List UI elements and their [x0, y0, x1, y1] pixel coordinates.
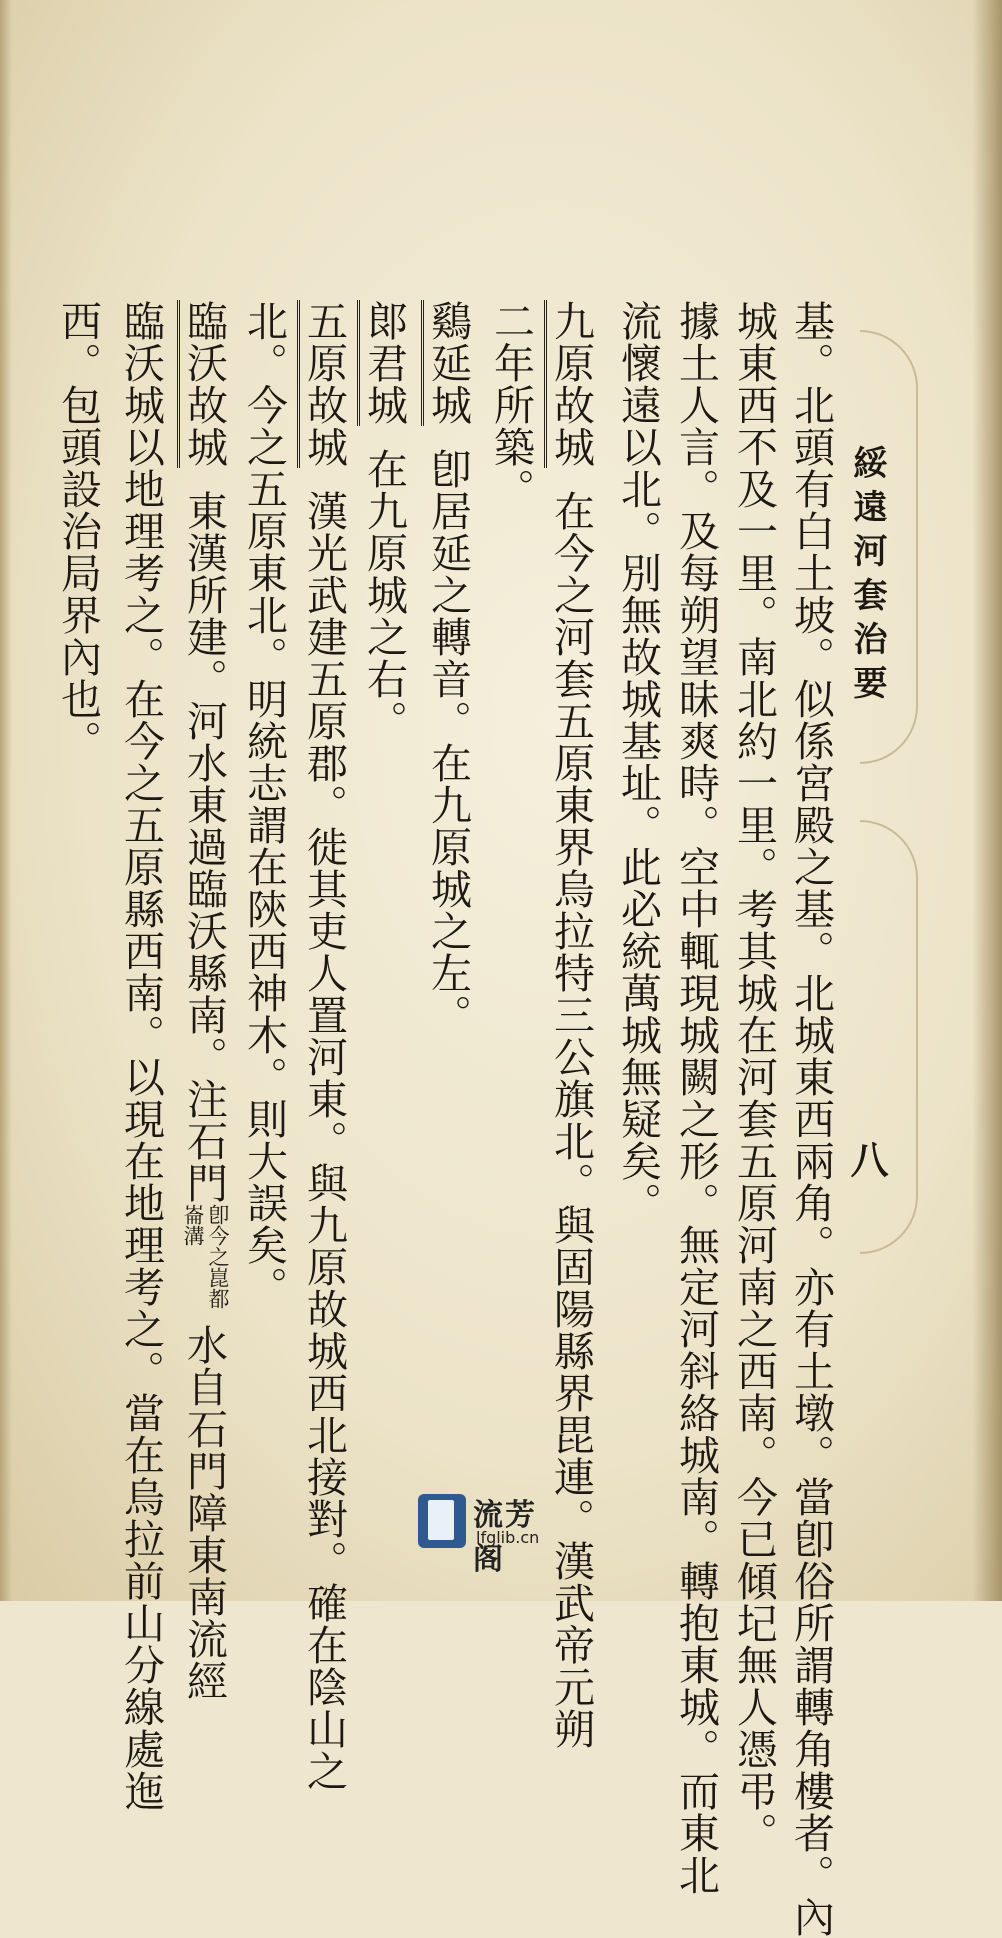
text-column	[52, 300, 104, 1460]
running-header-title: 綏遠河套治要	[847, 445, 887, 709]
column-text: 漢光武建五原郡。徙其吏人置河東。與九原故城西北接對。確在陰山之	[300, 490, 348, 1792]
column-text: 水自石門障東南流經	[180, 1324, 228, 1702]
printed-frame-arc-lower	[860, 820, 918, 1254]
place-name-term: 九原故城	[544, 300, 595, 468]
text-column	[238, 300, 290, 1460]
text-column	[612, 300, 664, 1460]
column-text: 北。今之五原東北。明統志謂在陝西神木。則大誤矣。	[240, 300, 288, 1308]
text-column	[115, 300, 167, 1812]
text-column	[422, 300, 474, 1460]
text-column	[728, 300, 780, 1854]
column-text: 東漢所建。河水東過臨沃縣南。注石門	[180, 490, 228, 1204]
column-text: 西。包頭設治局界內也。	[54, 300, 102, 762]
page-number: 八	[844, 1140, 889, 1178]
column-text: 據土人言。及每朔望昧爽時。空中輒現城闕之形。無定河斜絡城南。轉抱東城。而東北	[672, 300, 720, 1896]
text-column	[785, 300, 837, 1938]
place-name-term: 臨沃故城	[177, 300, 228, 468]
watermark-site: lfglib.cn	[476, 1528, 540, 1547]
text-column	[485, 300, 537, 1460]
place-name-term: 鷄延城	[421, 300, 472, 426]
page-edge-shadow-left	[0, 0, 12, 1601]
watermark-name: 流芳阁	[473, 1498, 537, 1577]
column-text: 基。北頭有白土坡。似係宮殿之基。北城東西兩角。亦有土墩。當卽俗所謂轉角樓者。內	[787, 300, 835, 1938]
column-text: 城東西不及一里。南北約一里。考其城在河套五原河南之西南。今已傾圮無人憑弔。	[730, 300, 778, 1854]
column-text: 在今之河套五原東界烏拉特三公旗北。與固陽縣界毘連。漢武帝元朔	[547, 490, 595, 1750]
column-text: 二年所築。	[487, 300, 535, 510]
place-name-term: 五原故城	[297, 300, 348, 468]
text-column	[358, 300, 410, 1460]
text-column	[178, 300, 230, 1702]
column-text: 在九原城之右。	[360, 448, 408, 742]
inline-annotation: 卽今之崑都崙溝	[181, 1204, 230, 1309]
text-column	[298, 300, 350, 1792]
place-name-term: 郞君城	[357, 300, 408, 426]
watermark-logo	[418, 1490, 568, 1577]
text-column	[545, 300, 597, 1750]
page-edge-shadow-right	[972, 0, 1002, 1601]
text-column	[670, 300, 722, 1896]
column-text: 臨沃城以地理考之。在今之五原縣西南。以現在地理考之。當在烏拉前山分線處迤	[117, 300, 165, 1812]
book-icon	[418, 1494, 466, 1548]
column-text: 卽居延之轉音。在九原城之左。	[424, 448, 472, 1036]
column-text: 流懷遠以北。別無故城基址。此必統萬城無疑矣。	[614, 300, 662, 1224]
